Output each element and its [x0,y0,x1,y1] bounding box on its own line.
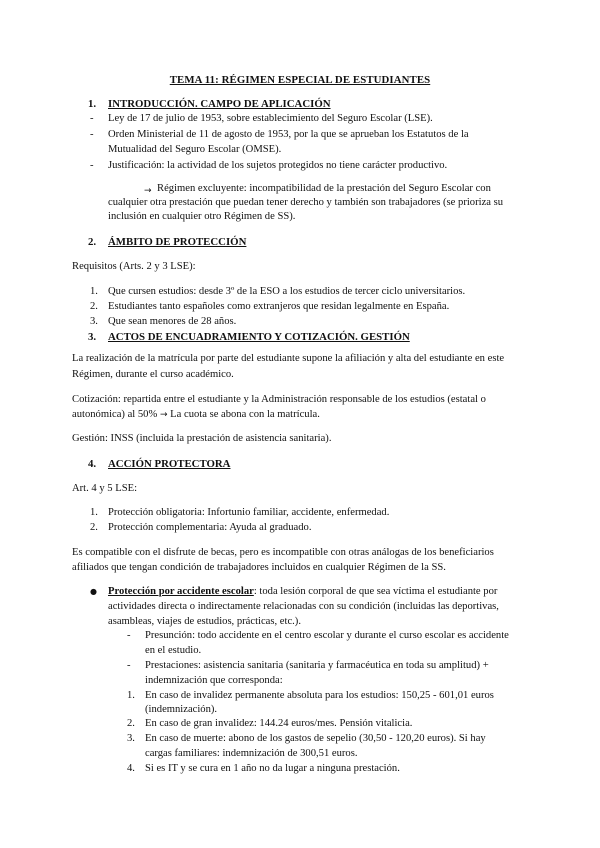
presumption-line2: en el estudio. [145,645,202,656]
dash-bullet: - [90,129,94,140]
section-1-heading: INTRODUCCIÓN. CAMPO DE APLICACIÓN [108,98,331,110]
benefit-item: En caso de gran invalidez: 144.24 euros/mes. Pensión vitalicia. [145,718,413,729]
section-2-number: 2. [88,236,97,248]
requirements-label: Requisitos (Arts. 2 y 3 LSE): [72,261,196,272]
exclusion-note-line2: cualquier otra prestación que puedan tener derecho y también son trabajadores (se prioriza su [108,197,504,208]
benefit-item-line2: (indemnización). [145,704,218,715]
accident-bullet-line3: asambleas, viajes de estudios, prácticas, etc.). [108,616,301,627]
section-1-number: 1. [88,98,97,110]
enrollment-paragraph-line2: Régimen, durante el curso académico. [72,369,234,380]
section-3-heading: ACTOS DE ENCUADRAMIENTO Y COTIZACIÓN. GESTIÓN [108,331,410,343]
dash-bullet: - [127,630,131,641]
contribution-share: autonómica) al 50% [72,409,158,420]
list-number: 4. [127,763,135,774]
protection-item: Protección obligatoria: Infortunio familiar, accidente, enfermedad. [108,507,390,518]
section-3-number: 3. [88,331,97,343]
requirement-item: Estudiantes tanto españoles como extranjeros que residan legalmente en España. [108,301,450,312]
exclusion-note-line1: Régimen excluyente: incompatibilidad de la prestación del Seguro Escolar con [157,183,491,194]
justification-item: Justificación: la actividad de los sujetos protegidos no tiene carácter productivo. [108,160,448,171]
benefits-line1: Prestaciones: asistencia sanitaria (sanitaria y farmacéutica en toda su amplitud) + [145,660,489,671]
accident-bullet-line2: actividades directa o indirectamente relacionadas con su condición (incluidas las deportivas, [108,601,499,612]
requirement-item: Que cursen estudios: desde 3º de la ESO a los estudios de tercer ciclo universitarios. [108,286,466,297]
list-number: 1. [90,286,98,297]
section-4-heading: ACCIÓN PROTECTORA [108,458,231,470]
list-number: 3. [127,733,135,744]
dash-bullet: - [90,113,94,124]
section-4-number: 4. [88,458,97,470]
benefits-line2: indemnización que corresponda: [145,675,283,686]
list-number: 2. [127,718,135,729]
exclusion-note-line3: inclusión en cualquier otro Régimen de SS). [108,211,296,222]
list-number: 1. [127,690,135,701]
right-arrow-icon: → [159,410,168,420]
list-number: 2. [90,522,98,533]
law-1953-item: Ley de 17 de julio de 1953, sobre establecimiento del Seguro Escolar (LSE). [108,113,433,124]
accident-definition: : toda lesión corporal de que sea víctima el estudiante por [253,586,498,597]
accident-term: Protección por accidente escolar [108,586,254,597]
section-2-heading: ÁMBITO DE PROTECCIÓN [108,236,247,248]
dash-bullet: - [90,160,94,171]
order-1953-item-line2: Mutualidad del Seguro Escolar (OMSE). [108,144,282,155]
benefit-item-line1: En caso de muerte: abono de los gastos de sepelio (30,50 - 120,20 euros). Si hay [145,733,486,744]
contribution-note: La cuota se abona con la matrícula. [170,409,320,420]
benefit-item-line1: En caso de invalidez permanente absoluta para los estudios: 150,25 - 601,01 euros [145,690,494,701]
benefit-item-line2: cargas familiares: indemnización de 300,51 euros. [145,748,358,759]
accident-bullet-line1 [108,585,497,600]
dash-bullet: - [127,660,131,671]
list-number: 1. [90,507,98,518]
compatibility-paragraph-line2: afiliados que tengan condición de trabajadores incluidos en cualquier Régimen de la SS. [72,562,446,573]
compatibility-paragraph-line1: Es compatible con el disfrute de becas, pero es incompatible con otras análogas de los beneficiarios [72,547,494,558]
enrollment-paragraph-line1: La realización de la matrícula por parte del estudiante supone la afiliación y alta del estudiante en este [72,353,505,364]
order-1953-item-line1: Orden Ministerial de 11 de agosto de 1953, por la que se aprueban los Estatutos de la [108,129,469,140]
management-paragraph: Gestión: INSS (incluida la prestación de asistencia sanitaria). [72,433,332,444]
right-arrow-icon: → [144,186,152,196]
list-number: 2. [90,301,98,312]
bullet-icon: ● [90,587,97,596]
protection-item: Protección complementaria: Ayuda al graduado. [108,522,312,533]
list-number: 3. [90,316,98,327]
presumption-line1: Presunción: todo accidente en el centro escolar y durante el curso escolar es accidente [145,630,509,641]
articles-label: Art. 4 y 5 LSE: [72,483,138,494]
requirement-item: Que sean menores de 28 años. [108,316,237,327]
document-title: TEMA 11: RÉGIMEN ESPECIAL DE ESTUDIANTES [169,74,431,86]
contribution-paragraph-line2 [72,408,320,423]
contribution-paragraph-line1: Cotización: repartida entre el estudiante y la Administración responsable de los estudios (estatal o [72,394,486,405]
benefit-item: Si es IT y se cura en 1 año no da lugar a ninguna prestación. [145,763,400,774]
